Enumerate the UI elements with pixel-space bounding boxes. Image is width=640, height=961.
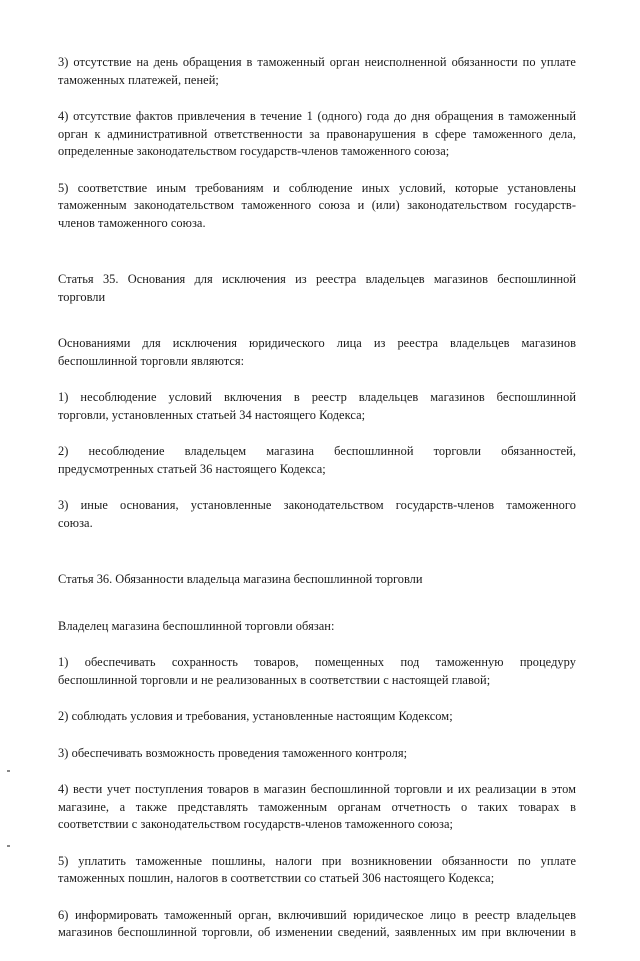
text-line: беспошлинной торговли являются:	[58, 353, 245, 368]
article-36-item-3	[58, 745, 576, 763]
paragraph-item-3	[58, 54, 576, 89]
article-36-item-2	[58, 708, 576, 726]
text-line: 4) отсутствие фактов привлечения в течение 1 (одного) года до дня обращения в таможенный	[58, 109, 576, 123]
heading-line: торговли	[58, 289, 106, 304]
text-line: беспошлинной торговли и не реализованных в соответствии с настоящей главой;	[58, 672, 491, 687]
scan-mark	[7, 770, 10, 772]
article-36-item-1	[58, 654, 576, 689]
scan-mark	[7, 845, 10, 847]
text-line: 5) соответствие иным требованиям и соблюдение иных условий, которые установлены	[58, 180, 576, 195]
article-36-item-6	[58, 907, 576, 942]
article-36-item-4	[58, 781, 576, 834]
text-line: 6) информировать таможенный орган, включивший юридическое лицо в реестр владельцев	[58, 907, 576, 922]
text-line: определенные законодательством государств-членов таможенного союза;	[58, 144, 450, 158]
article-35-item-2	[58, 443, 576, 478]
text-line: таможенных платежей, пеней;	[58, 72, 219, 87]
heading-line: Статья 35. Основания для исключения из реестра владельцев магазинов беспошлинной	[58, 272, 576, 286]
text-line: членов таможенного союза.	[58, 215, 206, 230]
document-page	[58, 54, 576, 961]
text-line: таможенных пошлин, налогов в соответствии со статьей 306 настоящего Кодекса;	[58, 871, 495, 885]
text-line: Владелец магазина беспошлинной торговли обязан:	[58, 618, 335, 633]
text-line: 3) отсутствие на день обращения в таможенный орган неисполненной обязанности по уплате	[58, 55, 576, 69]
text-line: союза.	[58, 515, 93, 530]
article-36-item-5	[58, 853, 576, 888]
paragraph-item-4	[58, 108, 576, 161]
article-35-item-3	[58, 497, 576, 532]
article-35-item-1	[58, 389, 576, 424]
text-line: магазине, а также представлять таможенным органам отчетность о таких товарах в	[58, 799, 576, 814]
text-line: 3) иные основания, установленные законодательством государств-членов таможенного	[58, 498, 576, 512]
heading-line: Статья 36. Обязанности владельца магазина беспошлинной торговли	[58, 572, 423, 586]
article-35-heading	[58, 271, 576, 306]
paragraph-item-5	[58, 180, 576, 233]
text-line: таможенным законодательством таможенного союза и (или) законодательством государств-	[58, 198, 576, 212]
text-line: 5) уплатить таможенные пошлины, налоги при возникновении обязанности по уплате	[58, 853, 576, 868]
article-35-intro	[58, 335, 576, 370]
text-line: магазинов беспошлинной торговли, об изменении сведений, заявленных им при включении в	[58, 925, 576, 939]
text-line: 1) несоблюдение условий включения в реестр владельцев магазинов беспошлинной	[58, 390, 576, 404]
text-line: 2) несоблюдение владельцем магазина беспошлинной торговли обязанностей,	[58, 444, 576, 458]
text-line: предусмотренных статьей 36 настоящего Кодекса;	[58, 461, 326, 476]
text-line: 2) соблюдать условия и требования, установленные настоящим Кодексом;	[58, 709, 453, 723]
text-line: торговли, установленных статьей 34 настоящего Кодекса;	[58, 407, 366, 422]
text-line: 4) вести учет поступления товаров в магазин беспошлинной торговли и их реализации в этом	[58, 782, 576, 796]
text-line: 1) обеспечивать сохранность товаров, помещенных под таможенную процедуру	[58, 655, 576, 669]
text-line: соответствии с законодательством государств-членов таможенного союза;	[58, 817, 454, 831]
article-36-heading	[58, 571, 576, 589]
text-line: 3) обеспечивать возможность проведения таможенного контроля;	[58, 745, 408, 760]
text-line: Основаниями для исключения юридического лица из реестра владельцев магазинов	[58, 336, 576, 350]
text-line: орган к административной ответственности за правонарушения в сфере таможенного дела,	[58, 126, 576, 141]
article-36-intro	[58, 618, 576, 636]
